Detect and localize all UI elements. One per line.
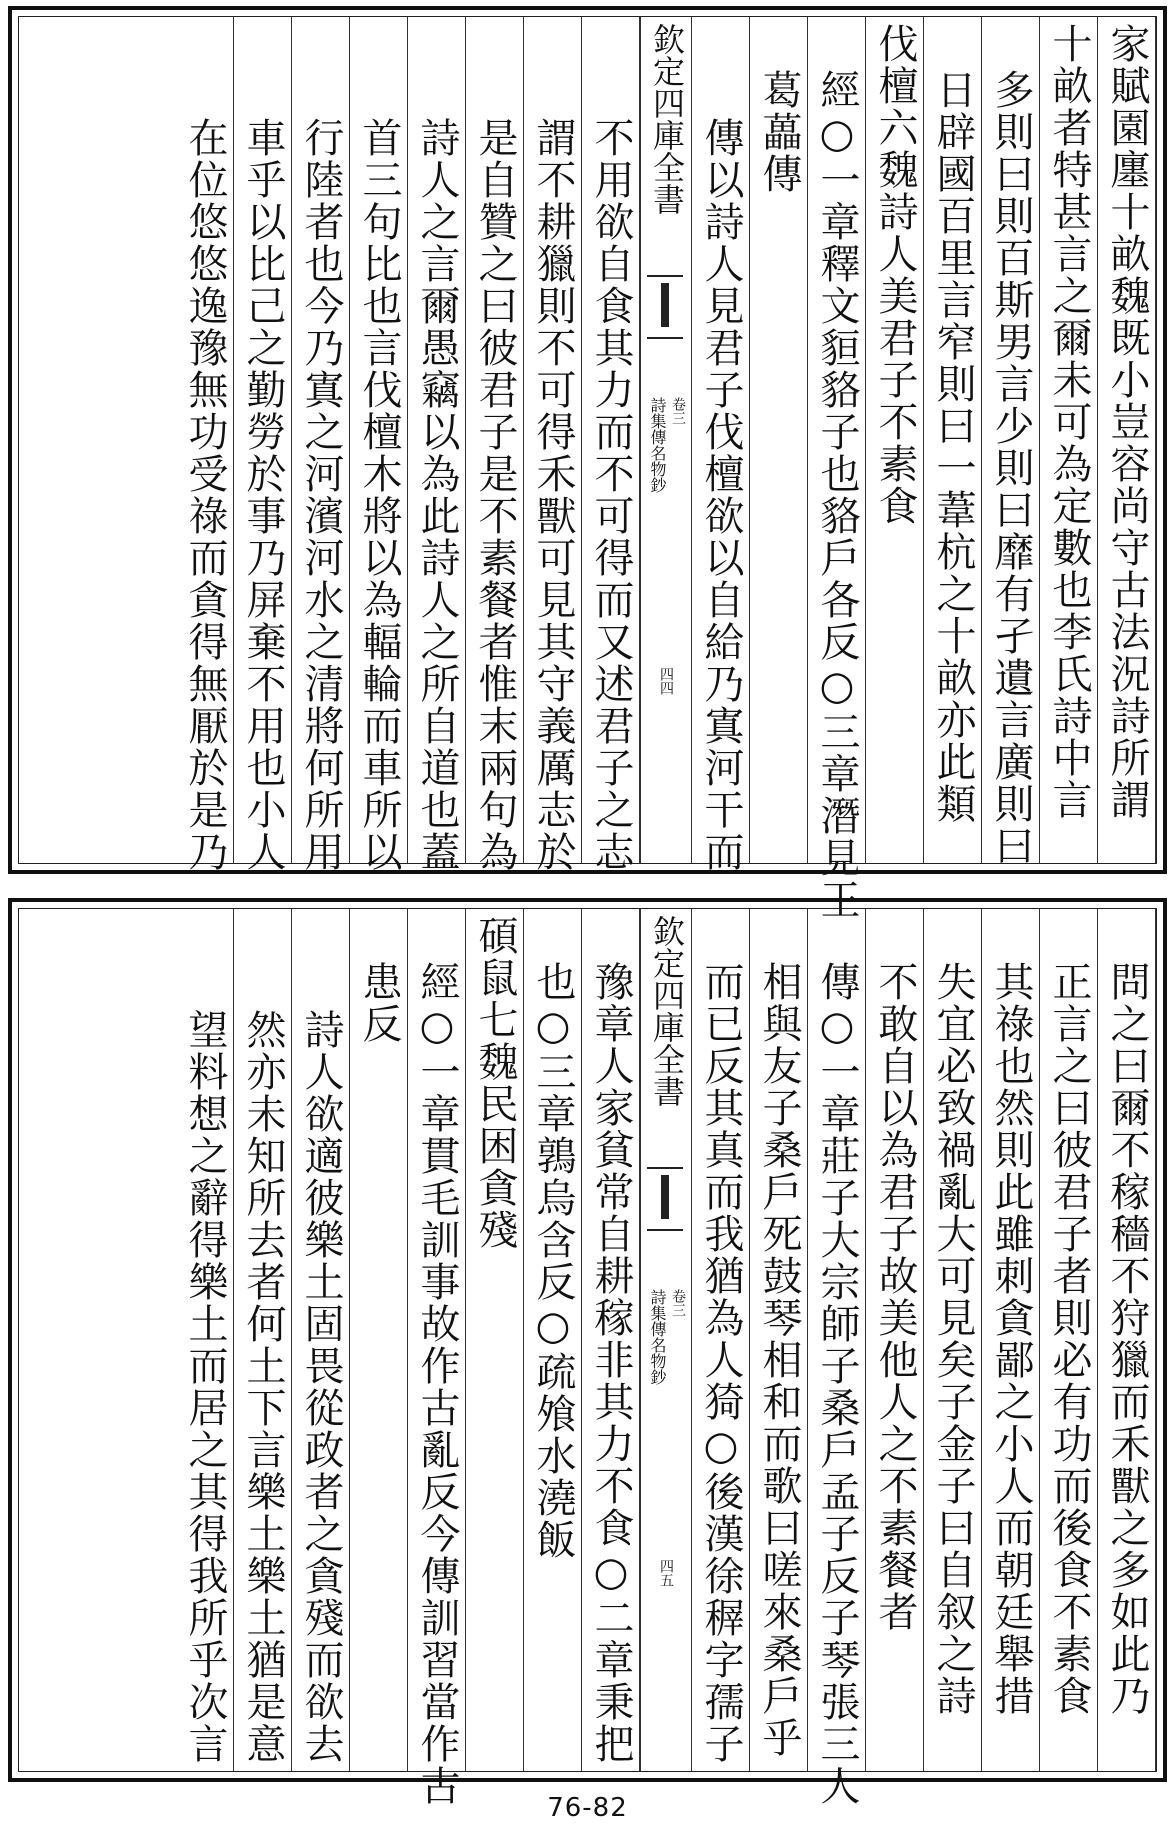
column-text: 詩人之言爾愚竊以為此詩人之所自道也蓋 <box>414 117 460 873</box>
column-text: 碩鼠七魏民困貪殘 <box>472 915 518 1251</box>
text-column <box>1040 909 1098 1771</box>
top-page-frame <box>8 6 1167 921</box>
text-column <box>808 909 866 1807</box>
center-title: 欽定四庫全書 <box>648 915 686 1107</box>
column-text: 首三句比也言伐檀木將以為輻輪而車所以 <box>356 117 402 873</box>
page-footer-number: 76-82 <box>547 1793 628 1823</box>
column-text: 日辟國百里言窄則曰一葦杭之十畝亦此類 <box>930 69 976 825</box>
column-text: 不用欲自食其力而不可得而又述君子之志 <box>588 117 634 873</box>
text-column <box>750 17 808 863</box>
text-column <box>924 909 982 1771</box>
column-text: 望料想之辭得樂土而居之其得我所乎次言 <box>182 1009 228 1765</box>
text-column <box>292 909 350 1771</box>
text-column <box>582 17 640 873</box>
column-text: 正言之曰彼君子者則必有功而後食不素食 <box>1046 961 1092 1717</box>
column-text: 十畝者特甚言之爾未可為定數也李氏詩中言 <box>1046 23 1092 821</box>
column-text: 葛藟傳 <box>756 69 802 195</box>
text-column <box>1098 17 1156 863</box>
center-fold-column <box>640 909 692 1771</box>
column-text: 傳以詩人見君子伐檀欲以自給乃寘河干而 <box>698 117 744 873</box>
fishtail-mark-icon <box>647 1167 683 1231</box>
text-column <box>466 909 524 1771</box>
center-subtitle: 詩集傳名物鈔 <box>648 1289 667 1385</box>
column-text: 伐檀六魏詩人美君子不素食 <box>872 23 918 527</box>
text-column <box>982 909 1040 1771</box>
text-column <box>234 909 292 1771</box>
text-column <box>1098 909 1156 1771</box>
center-page-number: 四四 <box>658 667 674 695</box>
text-column <box>524 17 582 873</box>
column-text: 在位悠悠逸豫無功受祿而貪得無厭於是乃 <box>182 117 228 873</box>
text-column <box>866 909 924 1771</box>
column-text: 家賦園廛十畝魏既小豈容尚守古法況詩所謂 <box>1104 23 1150 821</box>
column-text: 謂不耕獵則不可得禾獸可見其守義厲志於 <box>530 117 576 873</box>
text-column <box>350 17 408 873</box>
column-text: 不敢自以為君子故美他人之不素餐者 <box>872 961 918 1633</box>
column-text: 經○一章貫毛訓事故作古亂反今傳訓習當作古 <box>414 961 460 1807</box>
fishtail-mark-icon <box>647 275 683 339</box>
text-column <box>350 909 408 1771</box>
center-volume: 卷三 <box>670 1289 686 1317</box>
text-column <box>1040 17 1098 863</box>
text-column <box>692 909 750 1771</box>
column-text: 行陸者也今乃寘之河濱河水之清將何所用 <box>298 117 344 873</box>
text-column <box>176 909 234 1771</box>
text-column <box>692 17 750 873</box>
column-text: 然亦未知所去者何土下言樂土樂土猶是意 <box>240 1009 286 1765</box>
top-page-inner-frame <box>18 16 1157 921</box>
text-column <box>408 909 466 1807</box>
column-text: 是自贊之曰彼君子是不素餐者惟末兩句為 <box>472 117 518 873</box>
column-text: 問之曰爾不稼穡不狩獵而禾獸之多如此乃 <box>1104 961 1150 1717</box>
column-text: 經○一章釋文貆貉子也貉戶各反○三章潛見王 <box>814 69 860 921</box>
text-column <box>408 17 466 873</box>
text-column <box>176 17 234 873</box>
column-text: 失宜必致禍亂大可見矣子金子曰自叙之詩 <box>930 961 976 1717</box>
text-column <box>750 909 808 1771</box>
text-column <box>292 17 350 873</box>
center-volume: 卷三 <box>670 397 686 425</box>
column-text: 患反 <box>356 961 402 1045</box>
column-text: 豫章人家貧常自耕稼非其力不食○二章秉把 <box>588 961 634 1765</box>
text-column <box>582 909 640 1771</box>
column-text: 其祿也然則此雖刺貪鄙之小人而朝廷舉措 <box>988 961 1034 1717</box>
center-fold-column <box>640 17 692 863</box>
center-page-number: 四五 <box>658 1559 674 1587</box>
bottom-page-frame <box>8 898 1167 1807</box>
text-column <box>808 17 866 921</box>
column-text: 車乎以比己之勤勞於事乃屏棄不用也小人 <box>240 117 286 873</box>
column-text: 詩人欲適彼樂土固畏從政者之貪殘而欲去 <box>298 1009 344 1765</box>
column-text: 相與友子桑戶死鼓琴相和而歌曰嗟來桑戶乎 <box>756 961 802 1759</box>
center-subtitle: 詩集傳名物鈔 <box>648 397 667 493</box>
column-text: 傳○一章莊子大宗師子桑戶孟子反子琴張三人 <box>814 961 860 1807</box>
text-column <box>982 17 1040 867</box>
text-column <box>866 17 924 863</box>
column-text: 多則曰則百斯男言少則曰靡有孑遺言廣則曰 <box>988 69 1034 867</box>
column-text: 也○三章鶉烏含反○疏飧水澆飯 <box>530 961 576 1561</box>
text-column <box>924 17 982 863</box>
center-title: 欽定四庫全書 <box>648 23 686 215</box>
column-text: 而已反其真而我猶為人猗○後漢徐稺字孺子 <box>698 961 744 1765</box>
text-column <box>234 17 292 873</box>
text-column <box>524 909 582 1771</box>
bottom-page-inner-frame <box>18 908 1157 1807</box>
text-column <box>466 17 524 873</box>
